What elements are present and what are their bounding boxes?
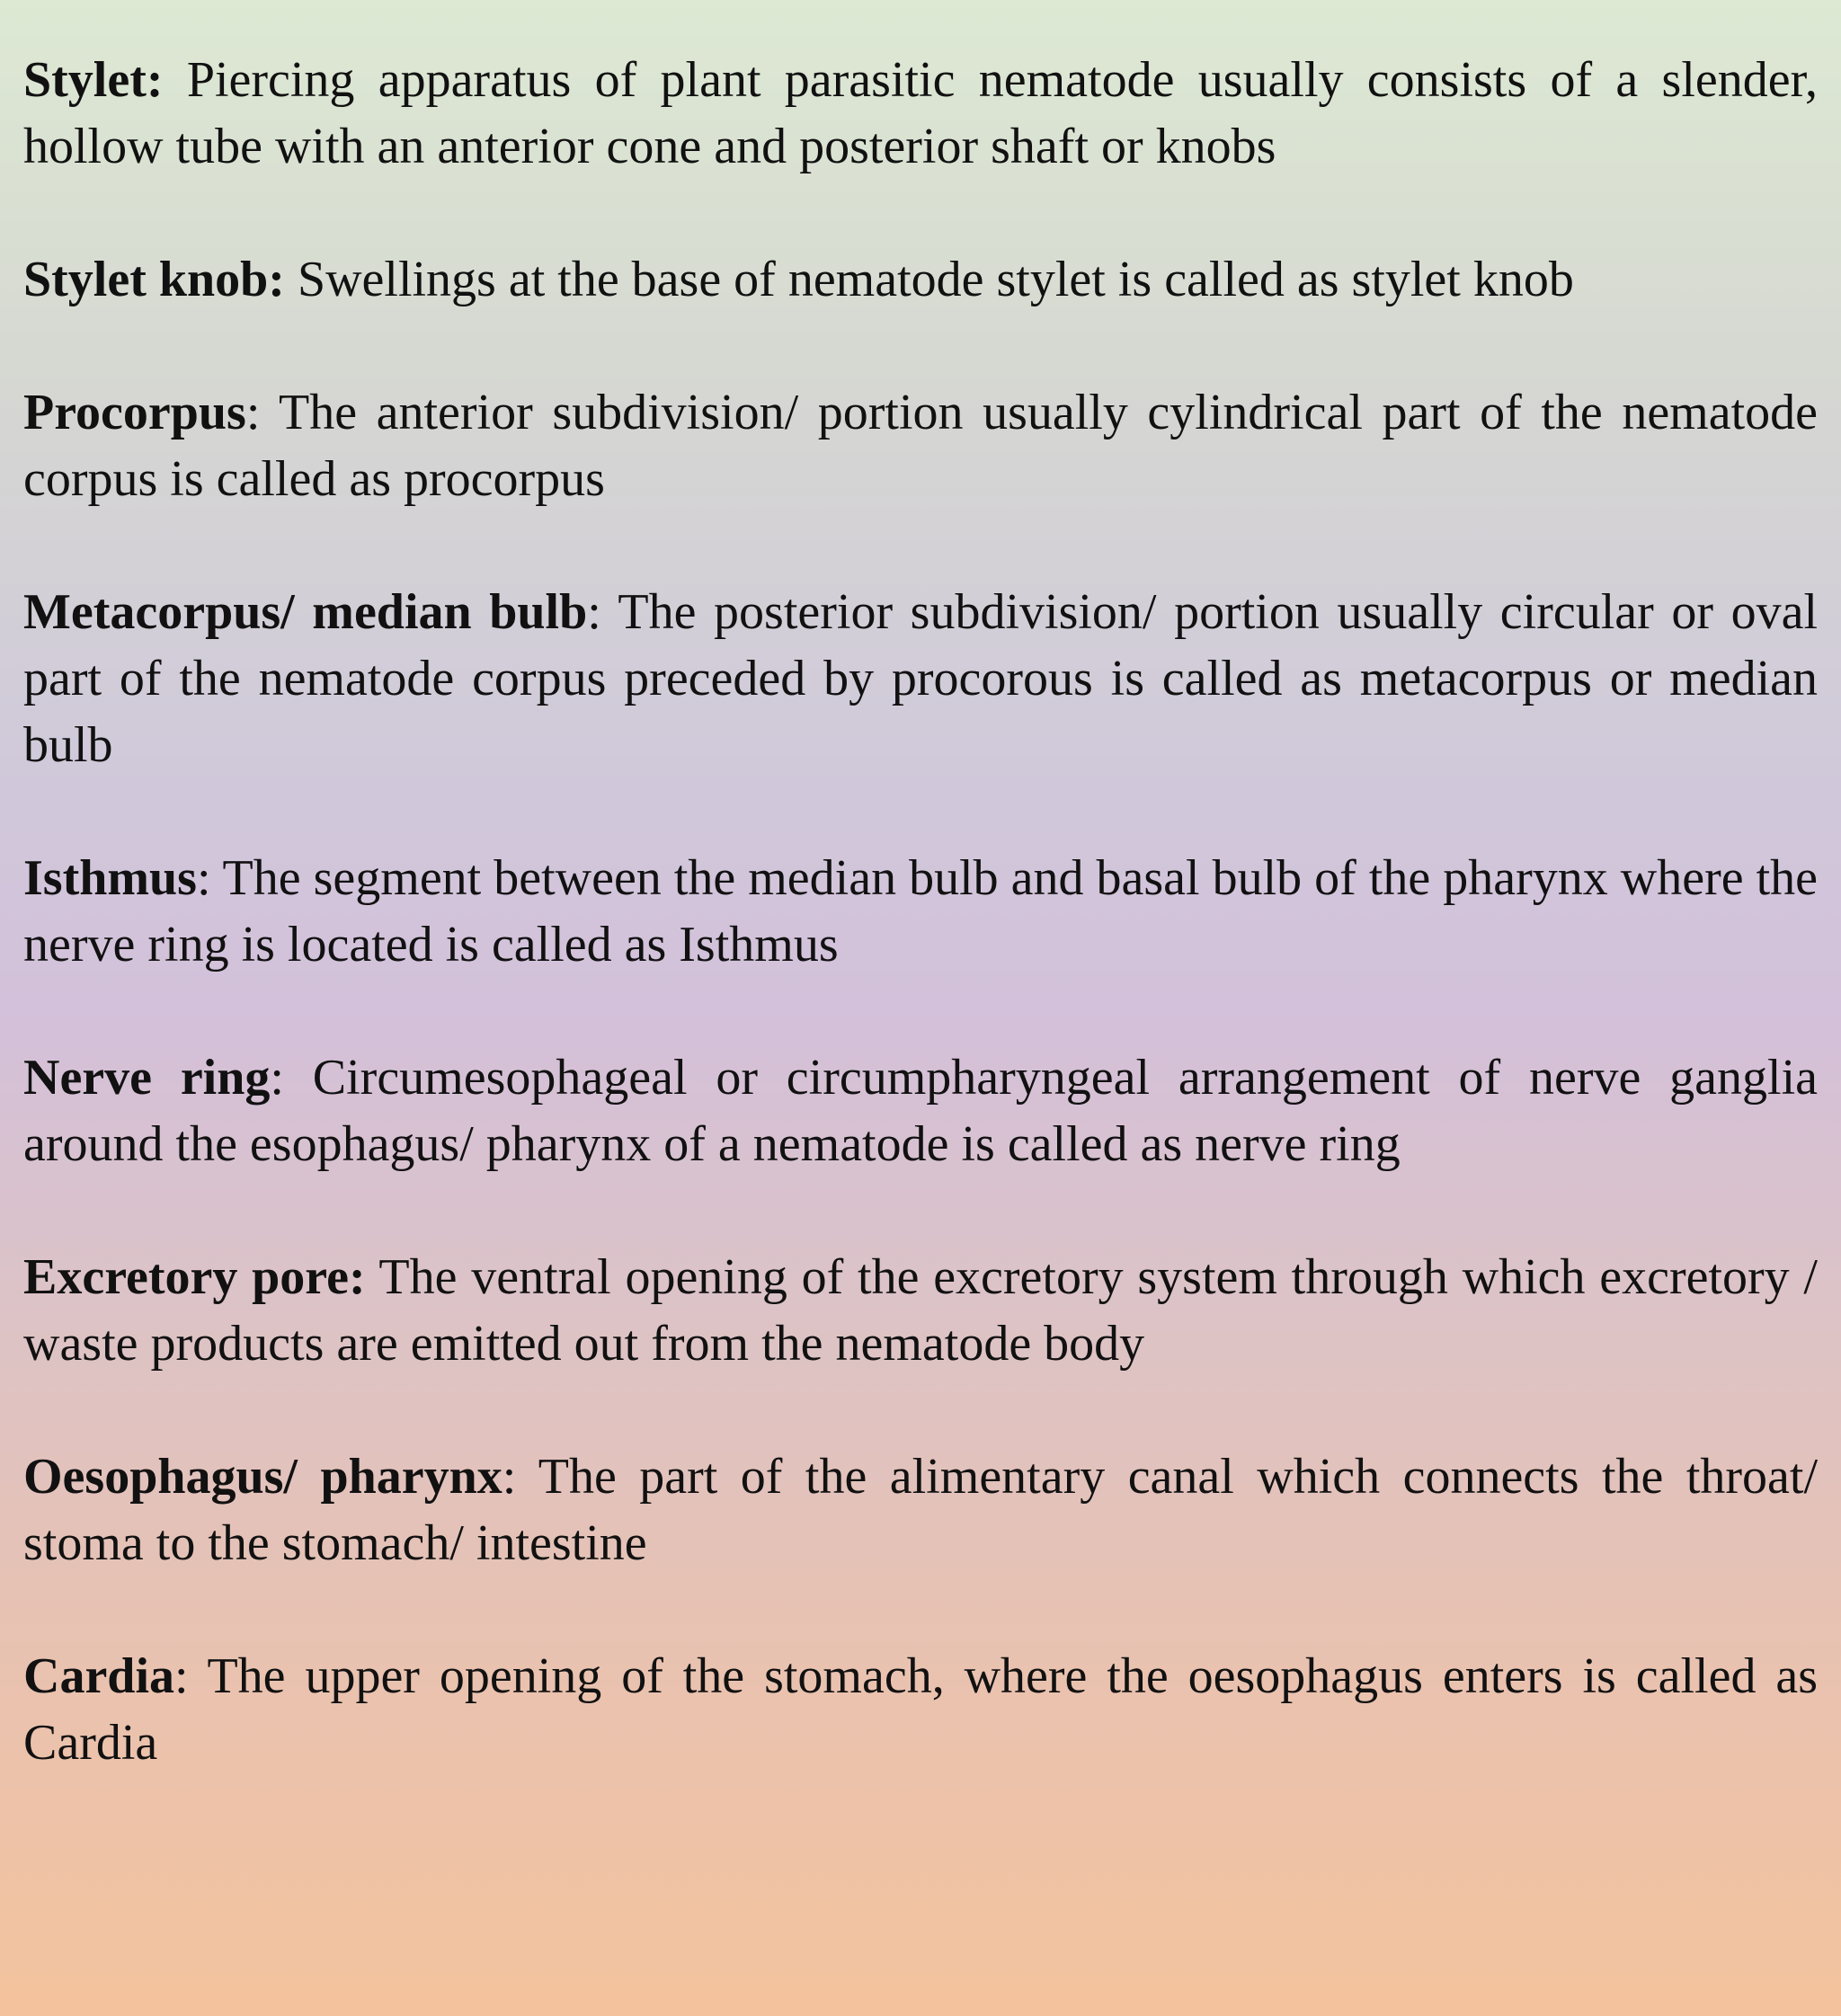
entry-term: Cardia [23, 1648, 174, 1704]
entry-term: Procorpus [23, 385, 246, 440]
glossary-entry-cardia [23, 1643, 1818, 1776]
entry-term: Isthmus [23, 850, 197, 906]
glossary-entry-isthmus [23, 845, 1818, 978]
entry-separator [366, 1249, 379, 1305]
entry-definition: Swellings at the base of nematode stylet is called as stylet knob [297, 252, 1574, 307]
entry-definition: The ventral opening of the excretory system through which excretory / waste products are emitted out from the nematode body [23, 1249, 1818, 1372]
entry-separator: : [502, 1449, 538, 1505]
entry-definition: Piercing apparatus of plant parasitic nematode usually consists of a slender, hollow tube with an anterior cone and posterior shaft or knobs [23, 52, 1819, 174]
entry-term: Stylet: [23, 52, 164, 108]
glossary [23, 47, 1818, 1843]
entry-separator: : [270, 1050, 313, 1106]
entry-term: Stylet knob: [23, 252, 285, 307]
glossary-entry-stylet [23, 47, 1818, 180]
entry-definition: The posterior subdivision/ portion usually circular or oval part of the nematode corpus preceded by procorous is called as metacorpus or median bulb [23, 584, 1818, 773]
entry-separator: : [245, 385, 279, 440]
entry-separator: : [587, 584, 618, 640]
glossary-entry-oesophagus [23, 1443, 1818, 1576]
glossary-entry-procorpus [23, 379, 1818, 512]
entry-term: Oesophagus/ pharynx [23, 1449, 502, 1505]
entry-term: Nerve ring [23, 1050, 271, 1106]
entry-term: Metacorpus/ median bulb [23, 584, 588, 640]
glossary-entry-stylet-knob [23, 246, 1818, 313]
entry-separator: : [174, 1648, 208, 1704]
entry-definition: The part of the alimentary canal which connects the throat/ stoma to the stomach/ intestine [23, 1449, 1819, 1571]
entry-separator: : [196, 850, 223, 906]
entry-separator [164, 52, 187, 108]
entry-separator [285, 252, 298, 307]
glossary-entry-metacorpus [23, 579, 1818, 778]
glossary-entry-excretory-pore [23, 1244, 1818, 1377]
entry-definition: Circumesophageal or circumpharyngeal arrangement of nerve ganglia around the esophagus/ pharynx of a nematode is called as nerve ring [23, 1050, 1818, 1172]
entry-definition: The upper opening of the stomach, where the oesophagus enters is called as Cardia [23, 1648, 1819, 1771]
glossary-entry-nerve-ring [23, 1044, 1818, 1177]
entry-definition: The anterior subdivision/ portion usually cylindrical part of the nematode corpus is called as procorpus [23, 385, 1819, 507]
entry-term: Excretory pore: [23, 1249, 366, 1305]
entry-definition: The segment between the median bulb and basal bulb of the pharynx where the nerve ring is located is called as Isthmus [23, 850, 1818, 972]
